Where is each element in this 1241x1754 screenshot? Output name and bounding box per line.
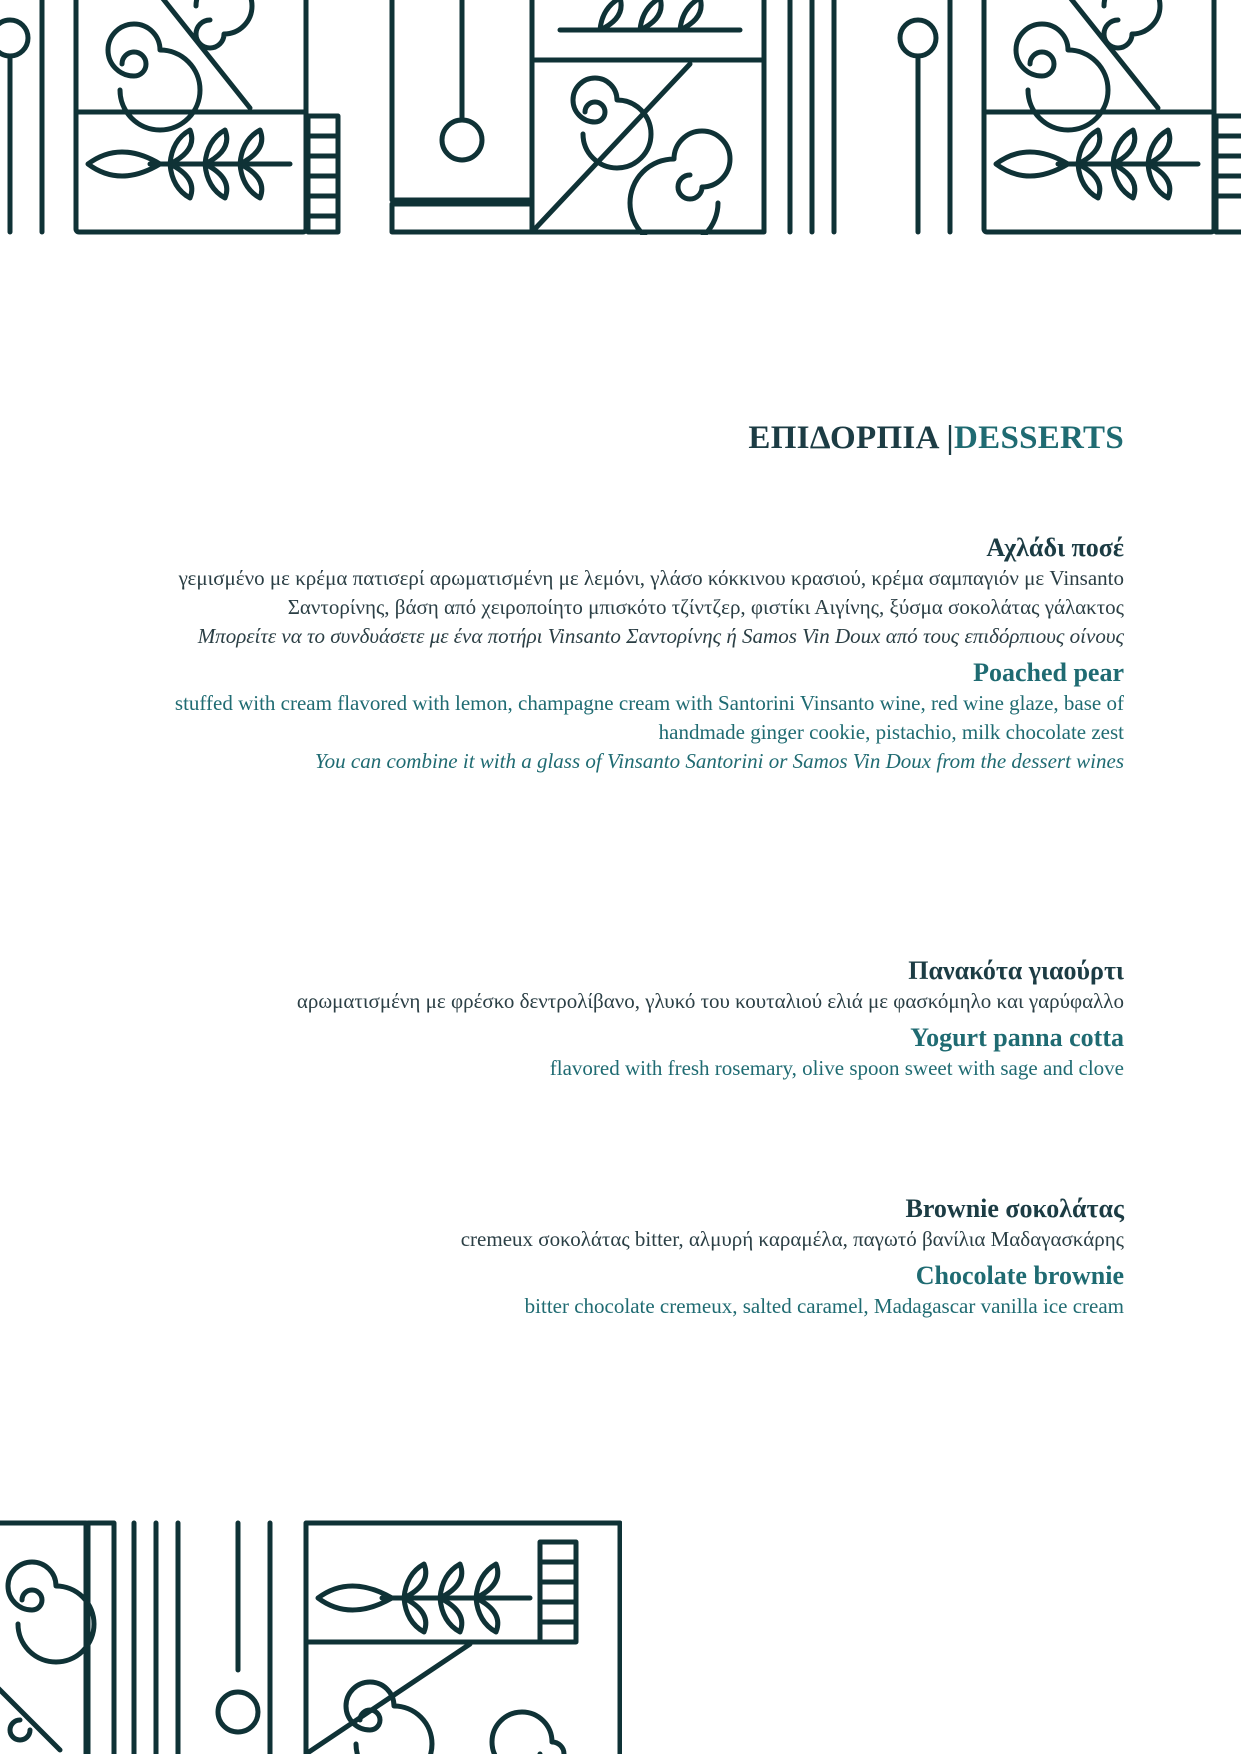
title-english: DESSERTS xyxy=(954,420,1124,456)
item-description-greek: αρωματισμένη με φρέσκο δεντρολίβανο, γλυκό του κουταλιού ελιά με φασκόμηλο και γαρύφαλλο xyxy=(296,989,1124,1013)
item-pairing-english: You can combine it with a glass of Vinsanto Santorini or Samos Vin Doux from the dessert wines xyxy=(314,749,1124,773)
item-pairing-greek: Μπορείτε να το συνδυάσετε με ένα ποτήρι Vinsanto Σαντορίνης ή Samos Vin Doux από τους επιδόρπιους οίνους xyxy=(197,624,1124,648)
menu-item-panna-cotta xyxy=(120,955,1124,1083)
item-name-english: Yogurt panna cotta xyxy=(910,1023,1124,1052)
item-name-english: Poached pear xyxy=(973,658,1124,687)
menu-header xyxy=(120,420,1124,457)
top-ornament xyxy=(0,0,1241,235)
page-title xyxy=(120,420,1124,457)
bottom-ornament xyxy=(0,1520,622,1754)
item-description-greek: γεμισμένο με κρέμα πατισερί αρωματισμένη με λεμόνι, γλάσο κόκκινου κρασιού, κρέμα σαμπαγιόν με Vinsanto Σαντορίνης, βάση από χειροποίητο μπισκότο τζίντζερ, φιστίκι Αιγίνης, ξύσμα σοκολάτας γάλακτος xyxy=(178,566,1124,619)
title-greek: ΕΠΙΔΟΡΠΙΑ | xyxy=(748,420,954,456)
item-name-greek: Αχλάδι ποσέ xyxy=(986,533,1124,562)
menu-item-brownie xyxy=(120,1193,1124,1321)
item-name-english: Chocolate brownie xyxy=(915,1261,1124,1290)
item-description-greek: cremeux σοκολάτας bitter, αλμυρή καραμέλα, παγωτό βανίλια Μαδαγασκάρης xyxy=(460,1227,1124,1251)
menu-item-poached-pear xyxy=(120,532,1124,776)
item-description-english: stuffed with cream flavored with lemon, champagne cream with Santorini Vinsanto wine, red wine glaze, base of handmade ginger cookie, pistachio, milk chocolate zest xyxy=(174,691,1124,744)
item-name-greek: Brownie σοκολάτας xyxy=(905,1194,1124,1223)
item-description-english: bitter chocolate cremeux, salted caramel, Madagascar vanilla ice cream xyxy=(524,1294,1124,1318)
item-name-greek: Πανακότα γιαούρτι xyxy=(908,956,1124,985)
item-description-english: flavored with fresh rosemary, olive spoon sweet with sage and clove xyxy=(549,1056,1124,1080)
